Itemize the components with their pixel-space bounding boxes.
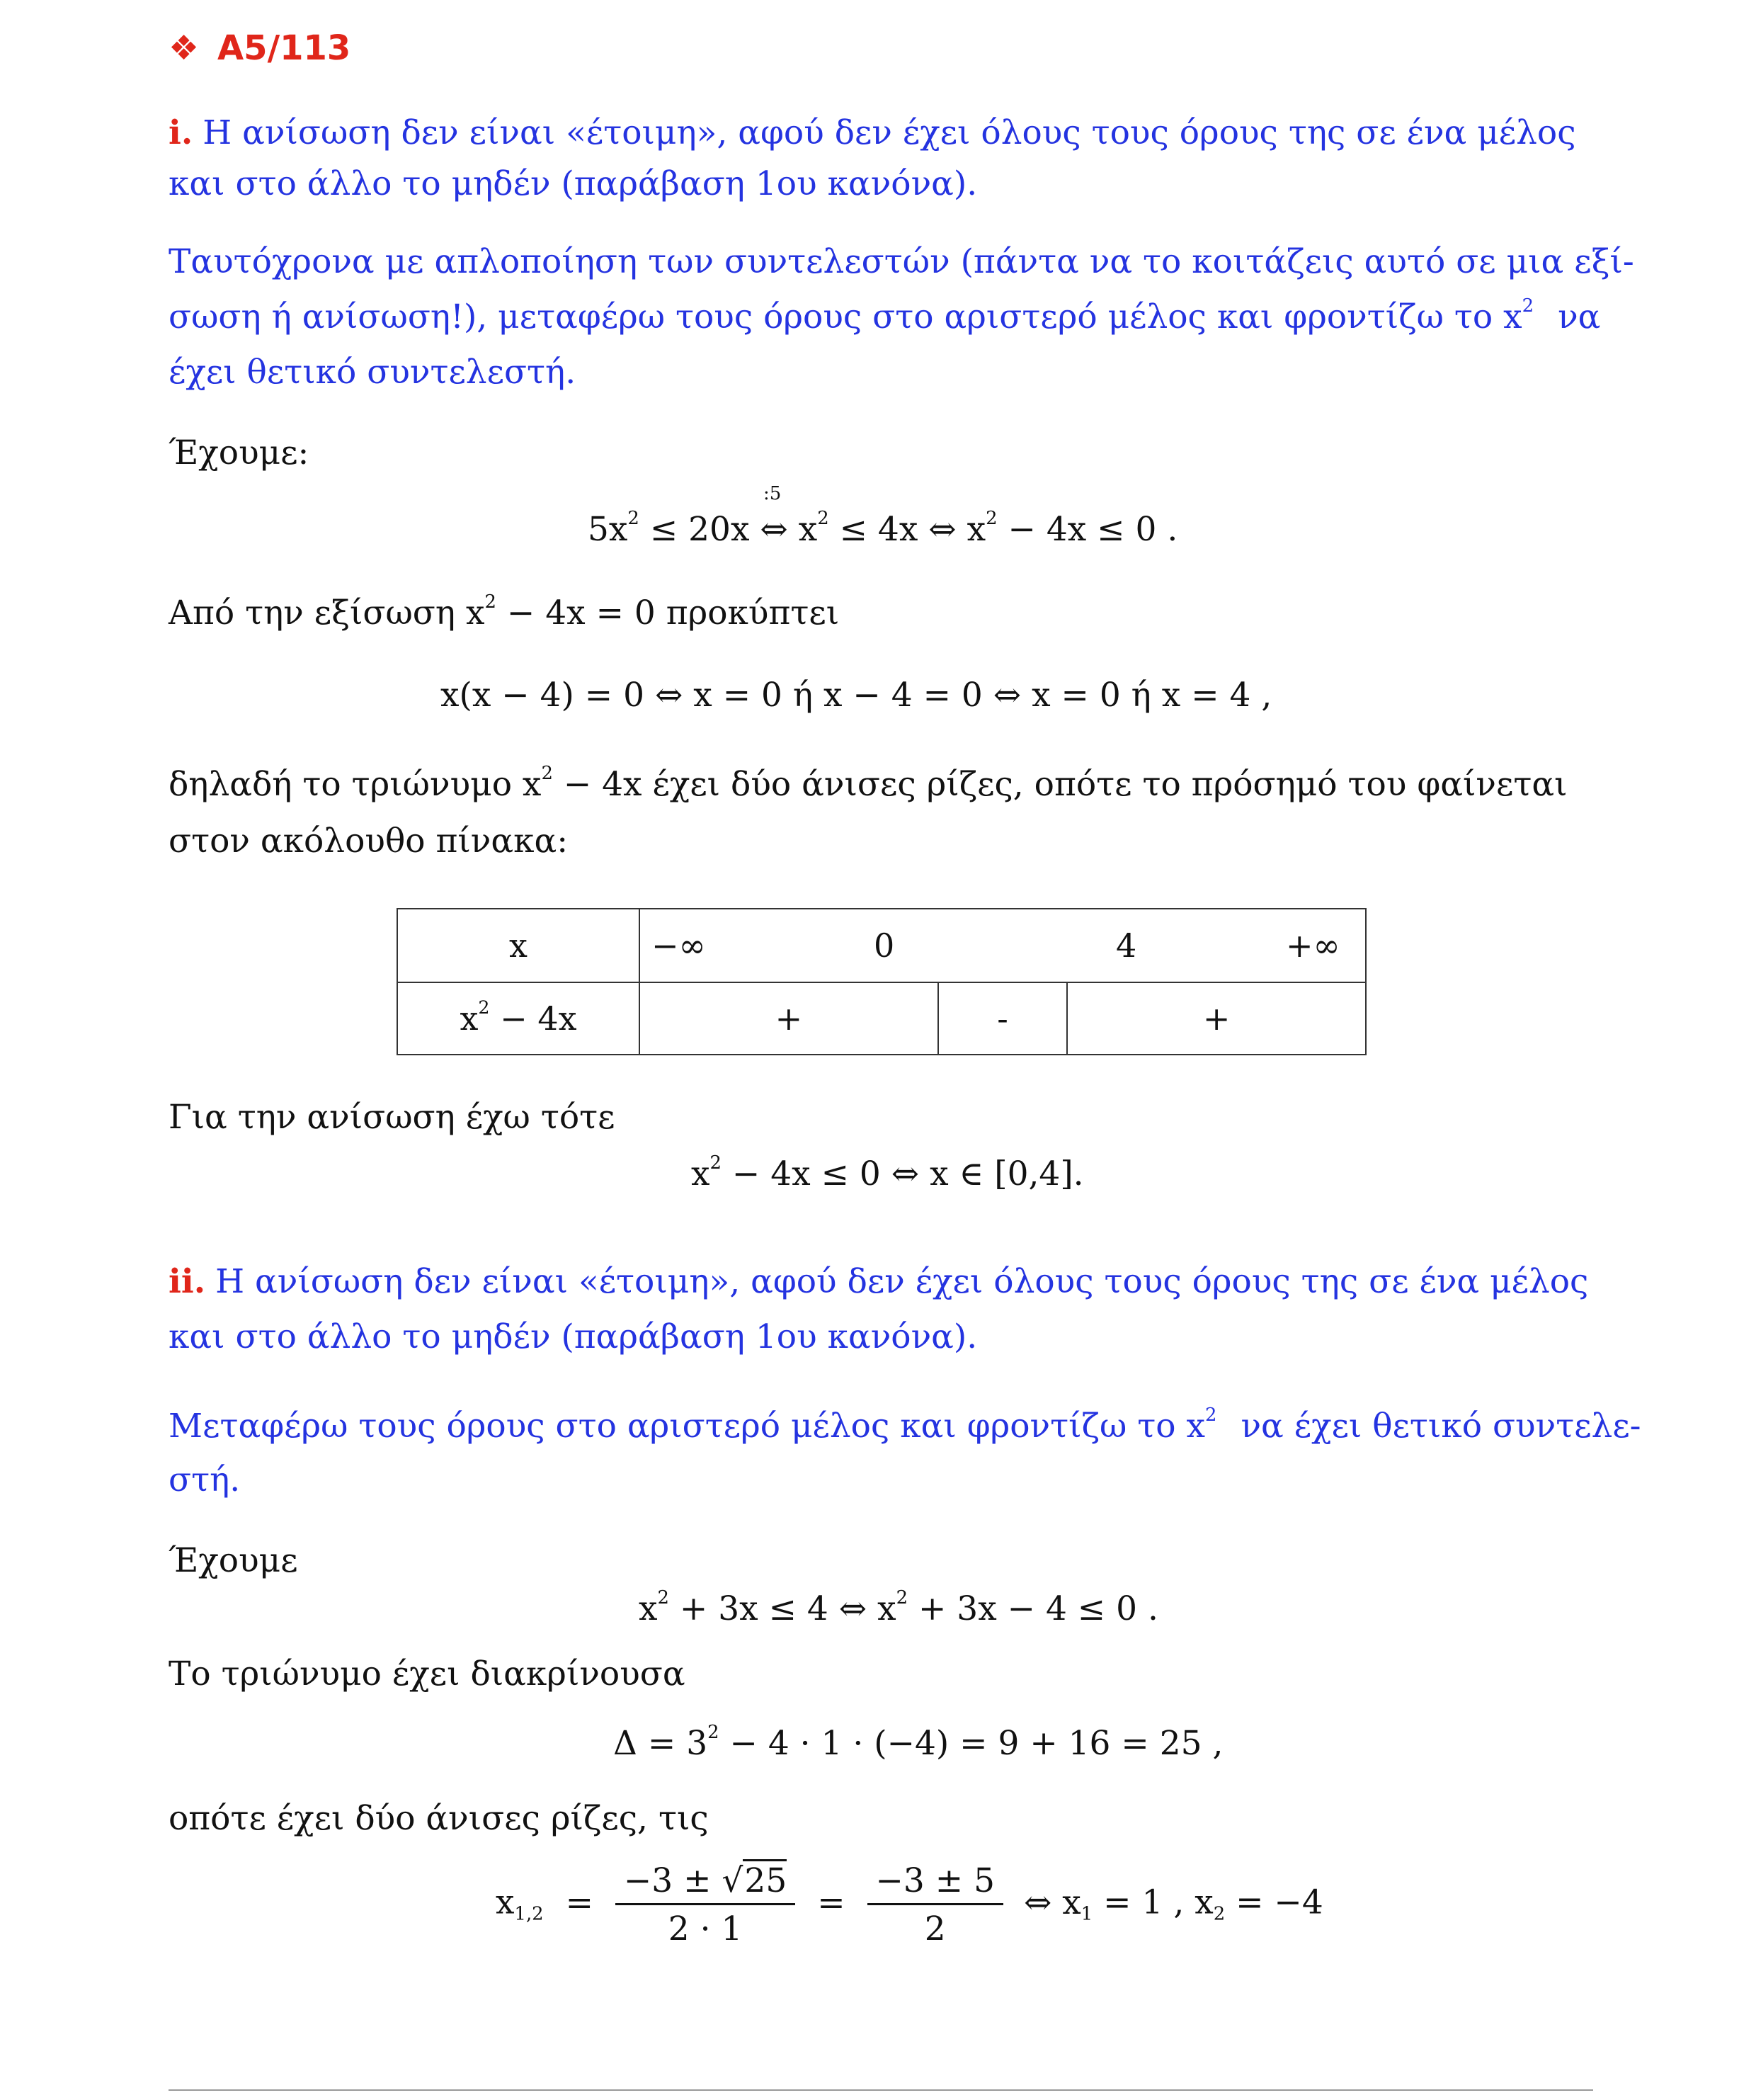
- part2-roots-formula: $x_{1,2}$ = $\frac{-3 \pm √25}{2 \cdot 1}$ = $\frac{-3 \pm 5}{2}$ ⇔ $x_1 = 1$ , $x_2 = -4$: [496, 1861, 1323, 1948]
- part1-marker: i.: [169, 113, 193, 152]
- part2-equation1: $x^2 + 3x \le 4$ ⇔ $x^2 + 3x - 4 \le 0$ .: [639, 1587, 1158, 1628]
- part1-para2-line1: Ταυτόχρονα με απλοποίηση των συντελεστών (πάντα να το κοιτάζεις αυτό σε μια εξί-: [169, 242, 1634, 281]
- square-root-icon: √: [722, 1861, 743, 1900]
- sign-table: [397, 908, 1367, 1055]
- part1-we-have: Έχουμε:: [169, 433, 309, 472]
- sign-table-trinomial-label: $x^2 - 4x$: [397, 982, 639, 1055]
- part1-intro-line1: i. Η ανίσωση δεν είναι «έτοιμη», αφού δεν έχει όλους τους όρους της σε ένα μέλος: [169, 113, 1576, 152]
- point-plus-infinity: +∞: [1286, 926, 1340, 965]
- part2-marker: ii.: [169, 1262, 206, 1301]
- part2-intro-line1: ii. Η ανίσωση δεν είναι «έτοιμη», αφού δεν έχει όλους τους όρους της σε ένα μέλος: [169, 1262, 1589, 1301]
- part1-for-inequality: Για την ανίσωση έχω τότε: [169, 1098, 615, 1137]
- sign-table-x-label: x: [397, 909, 639, 982]
- part2-we-have: Έχουμε: [169, 1541, 298, 1580]
- part1-equation2: x(x − 4) = 0 ⇔ x = 0 ή x − 4 = 0 ⇔ x = 0 ή x = 4 ,: [440, 676, 1272, 715]
- root-fraction-2: $\frac{-3 \pm 5}{2}$: [867, 1861, 1003, 1948]
- part1-equation1: $5x^2 \le 20x$ ⇔ $x^2 \le 4x$ ⇔ $x^2 - 4x \le 0$ .: [588, 507, 1178, 549]
- part1-intro-line2: και στο άλλο το μηδέν (παράβαση 1ου κανόνα).: [169, 164, 978, 203]
- sign-cell-1: +: [639, 982, 938, 1055]
- exercise-title: [169, 28, 350, 68]
- part2-para2-line1: Μεταφέρω τους όρους στο αριστερό μέλος και φροντίζω το $x^2$ να έχει θετικό συντελε-: [169, 1404, 1641, 1446]
- part2-roots-text: οπότε έχει δύο άνισες ρίζες, τις: [169, 1799, 709, 1838]
- divide-by-five-annotation: :5: [763, 483, 782, 504]
- part2-discriminant-text: Το τριώνυμο έχει διακρίνουσα: [169, 1655, 685, 1693]
- part1-equation3: $x^2 - 4x \le 0$ ⇔ x ∈ [0,4].: [691, 1152, 1084, 1193]
- root-fraction-1: $\frac{-3 \pm √25}{2 \cdot 1}$: [615, 1861, 795, 1948]
- part2-para2-line2: στή.: [169, 1460, 241, 1499]
- part2-intro-line2: και στο άλλο το μηδέν (παράβαση 1ου κανόνα).: [169, 1317, 978, 1356]
- part1-para2-line3: έχει θετικό συντελεστή.: [169, 353, 576, 392]
- part2-equation2: $\Delta = 3^2 - 4 \cdot 1 \cdot (-4) = 9 + 16 = 25$ ,: [613, 1721, 1224, 1763]
- sign-table-points: [639, 909, 1366, 982]
- diamond-bullet-icon: ❖: [169, 28, 200, 68]
- page-divider: [169, 2089, 1593, 2091]
- point-minus-infinity: −∞: [651, 926, 706, 965]
- point-four: 4: [1116, 926, 1137, 965]
- part1-trinomial-line2: στον ακόλουθο πίνακα:: [169, 822, 569, 861]
- sign-cell-2: -: [938, 982, 1068, 1055]
- point-zero: 0: [874, 926, 895, 965]
- sign-cell-3: +: [1067, 982, 1366, 1055]
- part1-from-equation: Από την εξίσωση $x^2 - 4x = 0$ προκύπτει: [169, 591, 840, 632]
- part1-trinomial-line1: δηλαδή το τριώνυμο $x^2 - 4x$ έχει δύο άνισες ρίζες, οπότε το πρόσημό του φαίνεται: [169, 762, 1568, 804]
- part1-para2-line2: σωση ή ανίσωση!), μεταφέρω τους όρους στο αριστερό μέλος και φροντίζω το $x^2$ να: [169, 295, 1601, 336]
- exercise-code: A5/113: [217, 28, 351, 68]
